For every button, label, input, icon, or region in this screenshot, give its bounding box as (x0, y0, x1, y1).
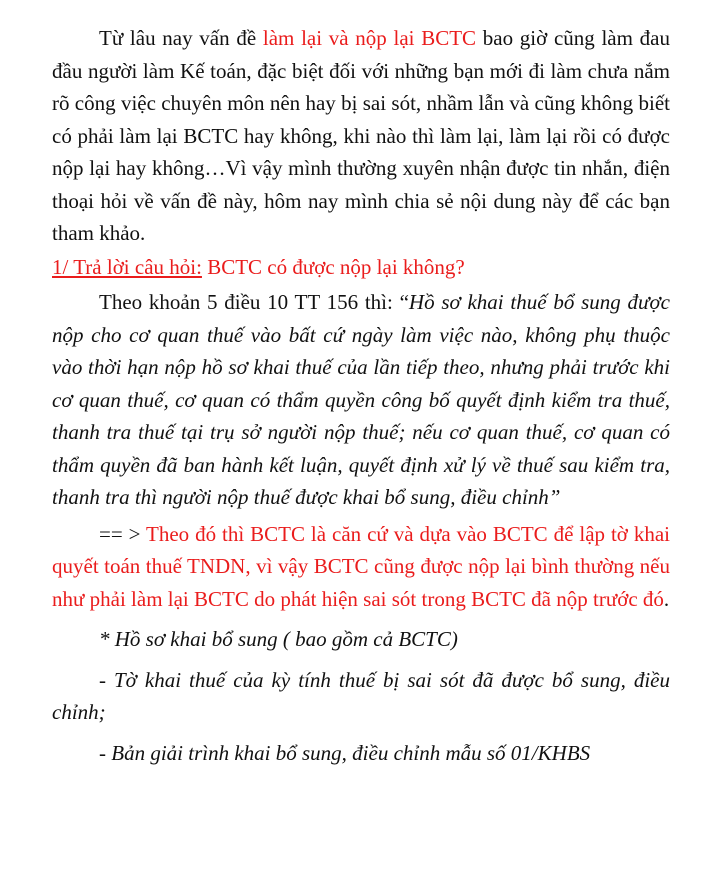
conclusion-end: . (663, 586, 670, 611)
citation-quote: Hồ sơ khai thuế bổ sung được nộp cho cơ quan thuế vào bất cứ ngày làm việc nào, không phụ thuộc vào thời hạn nộp hồ sơ khai thuế của lần tiếp theo, nhưng phải trước khi cơ quan thuế, cơ quan có thẩm quyền công bố quyết định kiểm tra thuế, thanh tra thuế tại trụ sở người nộp thuế; nếu cơ quan thuế, cơ quan có thẩm quyền đã ban hành kết luận, quyết định xử lý về thuế sau kiểm tra, thanh tra thì người nộp thuế được khai bổ sung, điều chỉnh” (52, 290, 670, 509)
intro-paragraph (52, 22, 670, 250)
dossier-title: * Hồ sơ khai bổ sung ( bao gồm cả BCTC) (99, 627, 458, 651)
citation-lead: Theo khoản 5 điều 10 TT 156 thì: “ (99, 290, 409, 314)
conclusion-text: Theo đó thì BCTC là căn cứ và dựa vào BCTC để lập tờ khai quyết toán thuế TNDN, vì vậy BCTC cũng được nộp lại bình thường nếu như phải làm lại BCTC do phát hiện sai sót trong BCTC đã nộp trước đó (52, 521, 670, 611)
intro-text-before: Từ lâu nay vấn đề (99, 26, 263, 50)
citation-paragraph (52, 286, 670, 514)
conclusion-arrow: == > (99, 521, 147, 546)
section-heading-rest: BCTC có được nộp lại không? (201, 254, 465, 279)
conclusion-paragraph (52, 518, 670, 616)
intro-highlight: làm lại và nộp lại BCTC (262, 26, 477, 50)
dossier-item: - Bản giải trình khai bổ sung, điều chỉnh mẫu số 01/KHBS (99, 740, 591, 765)
intro-text-after: bao giờ cũng làm đau đầu người làm Kế toán, đặc biệt đối với những bạn mới đi làm chưa nắm rõ công việc chuyên môn nên hay bị sai sót, nhầm lẫn và cũng không biết có phải làm lại BCTC hay không, khi nào thì làm lại, làm lại rồi có được nộp lại hay không…Vì vậy mình thường xuyên nhận được tin nhắn, điện thoại hỏi về vấn đề này, hôm nay mình chia sẻ nội dung này để các bạn tham khảo. (52, 26, 670, 245)
dossier-item: - Tờ khai thuế của kỳ tính thuế bị sai sót đã được bổ sung, điều chỉnh; (52, 667, 670, 724)
section-heading-prefix: 1/ Trả lời câu hỏi: (52, 254, 202, 279)
section-heading (52, 251, 670, 284)
